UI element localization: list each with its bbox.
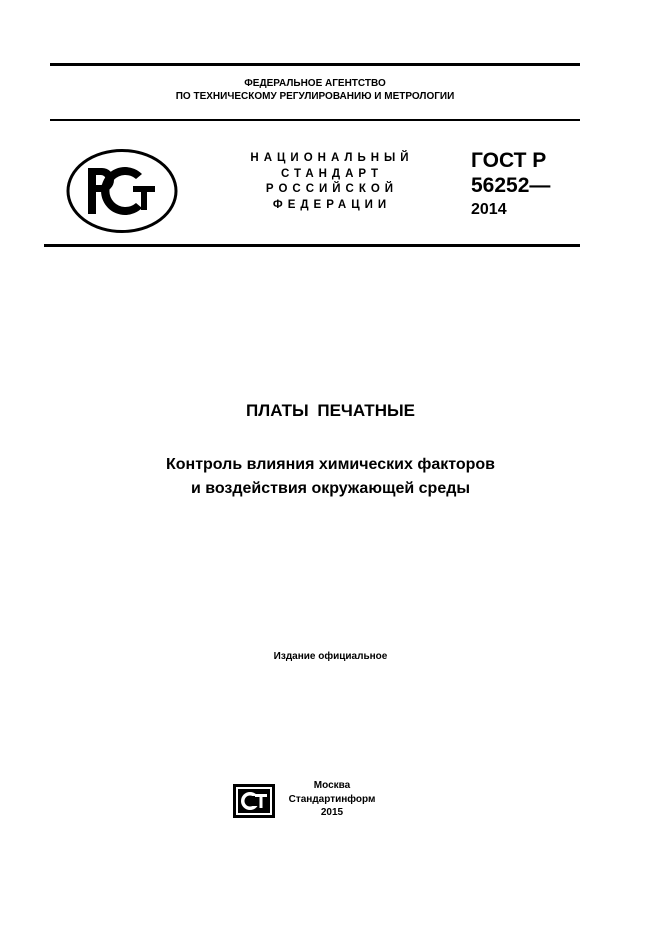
top-rule — [50, 63, 580, 66]
subtitle-line-1: Контроль влияния химических факторов — [165, 456, 496, 473]
publisher-info — [282, 779, 382, 820]
subtitle-line-2: и воздействия окружающей среды — [190, 480, 471, 497]
agency-name — [50, 77, 580, 103]
national-line-4: ФЕДЕРАЦИИ — [272, 198, 392, 211]
document-title: ПЛАТЫ ПЕЧАТНЫЕ — [246, 401, 415, 420]
document-subtitle — [0, 453, 661, 501]
national-line-2: СТАНДАРТ — [281, 167, 383, 180]
national-line-3: РОССИЙСКОЙ — [265, 183, 399, 195]
publisher-name: Стандартинформ — [288, 793, 376, 805]
agency-line-1: ФЕДЕРАЛЬНОЕ АГЕНТСТВО — [244, 78, 386, 89]
gost-year: 2014 — [471, 201, 507, 218]
standartinform-logo-icon — [233, 784, 275, 818]
edition-label: Издание официальное — [273, 651, 388, 662]
header-rule — [50, 119, 580, 121]
gost-line-1: ГОСТ Р — [471, 149, 547, 172]
rst-certification-emblem-icon — [66, 148, 178, 234]
national-line-1: НАЦИОНАЛЬНЫЙ — [250, 152, 414, 164]
agency-line-2: ПО ТЕХНИЧЕСКОМУ РЕГУЛИРОВАНИЮ И МЕТРОЛОГИИ — [175, 91, 455, 102]
publisher-city: Москва — [313, 780, 351, 791]
standard-block-rule — [44, 244, 580, 247]
gost-number — [471, 148, 550, 198]
gost-line-2: 56252— — [471, 174, 551, 197]
national-standard-label — [232, 151, 432, 213]
publisher-year: 2015 — [320, 807, 344, 818]
